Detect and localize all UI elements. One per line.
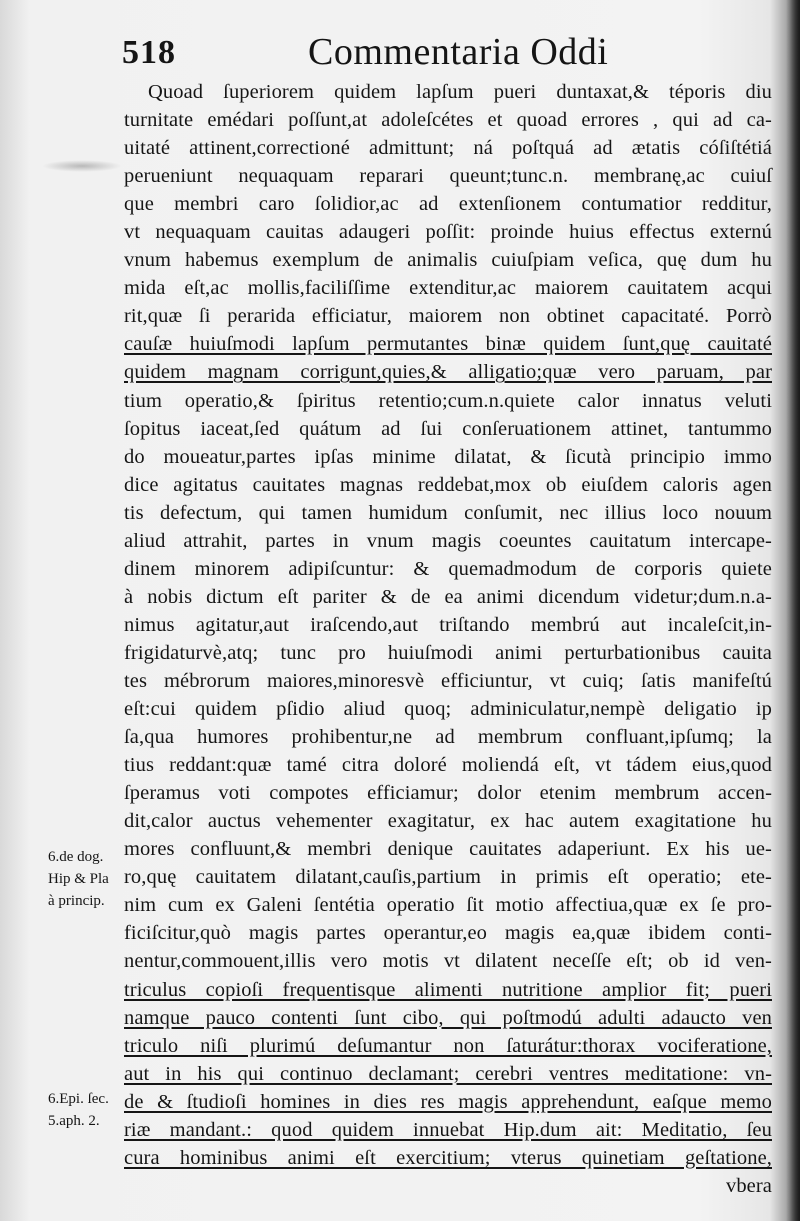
body-text	[124, 78, 772, 1200]
text-line-underlined: quidem magnam corrigunt,quies,& alligatio;quæ vero paruam, par	[124, 361, 772, 384]
text-line: nentur,commouent,illis vero motis vt dilatent neceſſe eſt; ob id ven-	[124, 950, 772, 973]
text-line: frigidaturvè,atq; tunc pro huiuſmodi animi perturbationibus cauita	[124, 641, 772, 664]
text-line: uitaté attinent,correctioné admittunt; ná poſtquá ad ætatis cóſiſtétiá	[124, 137, 772, 160]
gutter-shadow	[786, 0, 800, 1221]
text-line: vt nequaquam cauitas adaugeri poſſit: proinde huius effectus externú	[124, 221, 772, 244]
text-line: tium operatio,& ſpiritus retentio;cum.n.quiete calor innatus veluti	[124, 389, 772, 412]
margin-note-line: 6.de dog.	[48, 849, 104, 865]
margin-note-line: 6.Epi. ſec.	[48, 1091, 109, 1107]
catchword: vbera	[725, 1174, 772, 1197]
text-line: ſperamus voti compotes efficiamur; dolor etenim membrum accen-	[124, 782, 772, 805]
text-line: tes mébrorum maiores,minoresvè efficiuntur, vt cuiq; ſatis manifeſtú	[124, 669, 772, 692]
text-line: ficiſcitur,quò magis partes operantur,eo magis ea,quæ ibidem conti-	[124, 922, 772, 945]
text-line: que membri caro ſolidior,ac ad extenſionem contumatior redditur,	[124, 193, 772, 216]
text-line: dinem minorem adipiſcuntur: & quemadmodum de corporis quiete	[124, 557, 772, 580]
margin-note-line: à princip.	[48, 893, 105, 909]
text-line: ſopitus iaceat,ſed quátum ad ſui conſeruationem attinet, tantummo	[124, 417, 772, 440]
text-line-underlined: triculus copioſi frequentisque alimenti nutritione amplior fit; pueri	[124, 978, 772, 1001]
ink-smudge	[42, 160, 122, 172]
text-line: tius reddant:quæ tamé citra doloré moliendá eſt, vt tádem eius,quod	[124, 754, 772, 777]
text-line: eſt:cui quidem pſidio aliud quoq; adminiculatur,nempè deligatio ip	[124, 698, 772, 721]
text-line: rit,quæ ſi perarida efficiatur, maiorem non obtinet capacitaté. Porrò	[124, 305, 772, 328]
text-line-underlined: de & ſtudioſi homines in dies res magis apprehendunt, eaſque memo	[124, 1090, 772, 1113]
margin-note-line: Hip & Pla	[48, 871, 109, 887]
text-line-underlined: riæ mandant.: quod quidem innuebat Hip.dum ait: Meditatio, ſeu	[124, 1118, 772, 1141]
text-line: tis defectum, qui tamen humidum conſumit, nec illius loco nouum	[124, 501, 772, 524]
text-line: nim cum ex Galeni ſentétia operatio ſit motio affectiua,quæ ex ſe pro-	[124, 894, 772, 917]
text-line: aliud attrahit, partes in vnum magis coeuntes cauitatum intercape-	[124, 529, 772, 552]
text-line: dice agitatus cauitates magnas reddebat,mox ob eiuſdem caloris agen	[124, 473, 772, 496]
text-line-underlined: triculo niſi plurimú deſumantur non ſaturátur:thorax vociferatione,	[124, 1034, 772, 1057]
text-line: Quoad ſuperiorem quidem lapſum pueri duntaxat,& téporis diu	[148, 81, 772, 103]
text-line-underlined: cauſæ huiuſmodi lapſum permutantes binæ quidem ſunt,quę cauitaté	[124, 333, 772, 356]
margin-note-line: 5.aph. 2.	[48, 1113, 100, 1129]
text-line: à nobis dictum eſt pariter & de ea animi dicendum videtur;dum.n.a-	[124, 585, 772, 608]
text-line-underlined: cura hominibus animi eſt exercitium; vterus quinetiam geſtatione,	[124, 1146, 772, 1169]
text-line: nimus agitatur,aut iraſcendo,aut triſtando membrú aut incaleſcit,in-	[124, 613, 772, 636]
margin-note-reference	[48, 846, 126, 912]
text-line: vnum habemus exemplum de animalis cuiuſpiam veſica, quę dum hu	[124, 249, 772, 272]
text-line-underlined: aut in his qui continuo declamant; cerebri ventres meditatione: vn-	[124, 1062, 772, 1085]
text-line: do moueatur,partes ipſas minime dilatat, & ſicutà principio immo	[124, 445, 772, 468]
margin-note-reference	[48, 1088, 126, 1132]
text-line: ro,quę cauitatem dilatant,cauſis,partium in primis eſt operatio; ete-	[124, 866, 772, 889]
text-line: turnitate emédari poſſunt,at adoleſcétes et quoad errores , qui ad ca-	[124, 109, 772, 132]
text-line: perueniunt nequaquam reparari queunt;tunc.n. membranę,ac cuiuſ	[124, 165, 772, 188]
page-number: 518	[122, 34, 176, 71]
text-line: mida eſt,ac mollis,faciliſſime extenditur,ac maiorem cauitatem acqui	[124, 277, 772, 300]
page-header	[118, 30, 778, 80]
text-line: ſa,qua humores prohibentur,ne ad membrum confluant,ipſumq; la	[124, 726, 772, 749]
text-line: mores confluunt,& membri denique cauitates adaperiunt. Ex his ue-	[124, 838, 772, 861]
running-title: Commentaria Oddi	[308, 31, 609, 73]
text-line: dit,calor auctus vehementer exagitatur, ex hac autem exagitatione hu	[124, 810, 772, 833]
text-line-underlined: namque pauco contenti ſunt cibo, qui poſtmodú adulti adaucto ven	[124, 1006, 772, 1029]
